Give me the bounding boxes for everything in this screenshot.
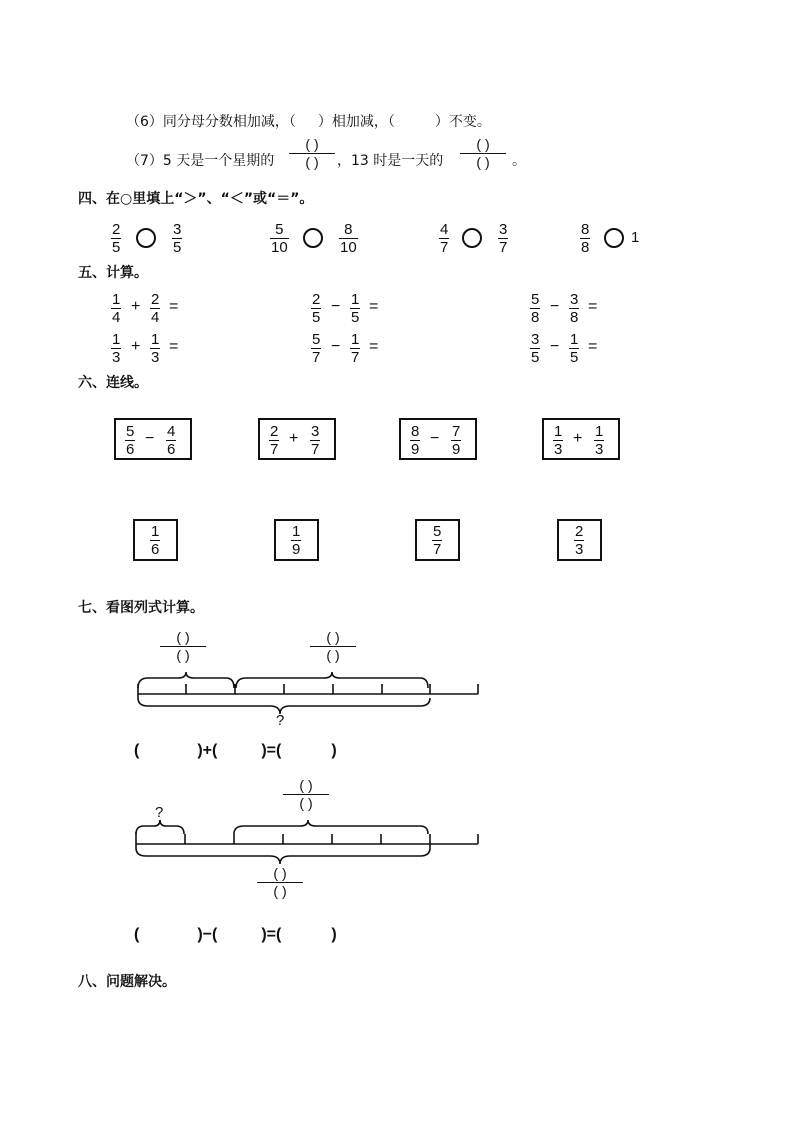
match-top-1-b: 4 6 (167, 423, 176, 458)
q6-number: （6） (126, 114, 163, 130)
match-top-2-a: 2 7 (270, 423, 279, 458)
match-bottom-4: 2 3 (575, 523, 584, 558)
match-top-2-op: + (289, 430, 299, 447)
section-6-heading: 六、连线。 (78, 375, 148, 391)
q7-text-1: 5 天是一个星期的 (162, 153, 275, 169)
calc-6-b: 1 5 (570, 331, 579, 366)
diagram2-label-fraction-bottom[interactable]: ( ) ( ) (257, 866, 303, 899)
diagram2-question-mark: ? (155, 804, 164, 821)
match-top-4-op: + (573, 430, 583, 447)
calc-1-op: + (131, 298, 141, 315)
calc-2-b: 1 5 (351, 291, 360, 326)
calc-5-op: − (331, 338, 341, 355)
q7-blank-fraction-2[interactable]: ( ) ( ) (460, 137, 506, 170)
diagram1-question-mark: ? (276, 712, 285, 729)
question-6 (126, 111, 491, 131)
calc-1-a: 1 4 (112, 291, 121, 326)
calc-1-b: 2 4 (151, 291, 160, 326)
section-4-heading: 四、在○里填上“＞”、“＜”或“＝”。 (78, 191, 314, 207)
compare-2-left: 5 10 (271, 221, 288, 256)
calc-4-op: + (131, 338, 141, 355)
question-7-part-1 (126, 150, 274, 170)
q7-text-2: ，13 时是一天的 (337, 153, 444, 169)
match-bottom-1: 1 6 (151, 523, 160, 558)
calc-5-a: 5 7 (312, 331, 321, 366)
calc-4-eq: = (169, 338, 179, 355)
compare-3-right: 3 7 (499, 221, 508, 256)
calc-5-b: 1 7 (351, 331, 360, 366)
q7-number: （7） (126, 153, 163, 169)
calc-6-eq: = (588, 338, 598, 355)
diagram2-bar (130, 820, 490, 870)
calc-2-op: − (331, 298, 341, 315)
compare-circle-4[interactable] (604, 228, 624, 248)
match-top-4-a: 1 3 (554, 423, 563, 458)
compare-4-left: 8 8 (581, 221, 590, 256)
calc-3-eq: = (588, 298, 598, 315)
match-top-2-b: 3 7 (311, 423, 320, 458)
calc-5-eq: = (369, 338, 379, 355)
calc-2-eq: = (369, 298, 379, 315)
calc-3-a: 5 8 (531, 291, 540, 326)
compare-circle-2[interactable] (303, 228, 323, 248)
compare-2-right: 8 10 (340, 221, 357, 256)
section-5-heading: 五、计算。 (78, 265, 148, 281)
compare-circle-1[interactable] (136, 228, 156, 248)
q6-text-1: 同分母分数相加减，（ (162, 114, 296, 130)
match-top-3-b: 7 9 (452, 423, 461, 458)
compare-1-left: 2 5 (112, 221, 121, 256)
diagram1-label-fraction-1[interactable]: ( ) ( ) (160, 630, 206, 663)
q6-text-2: ）相加减，（ (317, 114, 395, 130)
match-bottom-2: 1 9 (292, 523, 301, 558)
question-7-part-3 (512, 150, 526, 170)
diagram2-label-fraction-top[interactable]: ( ) ( ) (283, 778, 329, 811)
calc-4-a: 1 3 (112, 331, 121, 366)
compare-1-right: 3 5 (173, 221, 182, 256)
q7-text-3: 。 (512, 153, 526, 169)
compare-circle-3[interactable] (462, 228, 482, 248)
calc-6-op: − (550, 338, 560, 355)
diagram1-bar (130, 672, 490, 722)
equation-1: ( )+( )=( ) (134, 742, 337, 759)
question-7-part-2 (337, 150, 443, 170)
calc-2-a: 2 5 (312, 291, 321, 326)
match-top-1-a: 5 6 (126, 423, 135, 458)
calc-3-op: − (550, 298, 560, 315)
compare-4-right-whole: 1 (631, 229, 640, 246)
q6-text-3: ）不变。 (434, 114, 491, 130)
calc-6-a: 3 5 (531, 331, 540, 366)
section-7-heading: 七、看图列式计算。 (78, 600, 204, 616)
match-top-3-op: − (430, 430, 440, 447)
q7-blank-fraction-1[interactable]: ( ) ( ) (289, 137, 335, 170)
compare-3-left: 4 7 (440, 221, 449, 256)
calc-3-b: 3 8 (570, 291, 579, 326)
calc-4-b: 1 3 (151, 331, 160, 366)
match-bottom-3: 5 7 (433, 523, 442, 558)
calc-1-eq: = (169, 298, 179, 315)
section-8-heading: 八、问题解决。 (78, 974, 176, 990)
match-top-1-op: − (145, 430, 155, 447)
diagram1-label-fraction-2[interactable]: ( ) ( ) (310, 630, 356, 663)
equation-2: ( )−( )=( ) (134, 926, 337, 943)
match-top-3-a: 8 9 (411, 423, 420, 458)
match-top-4-b: 1 3 (595, 423, 604, 458)
